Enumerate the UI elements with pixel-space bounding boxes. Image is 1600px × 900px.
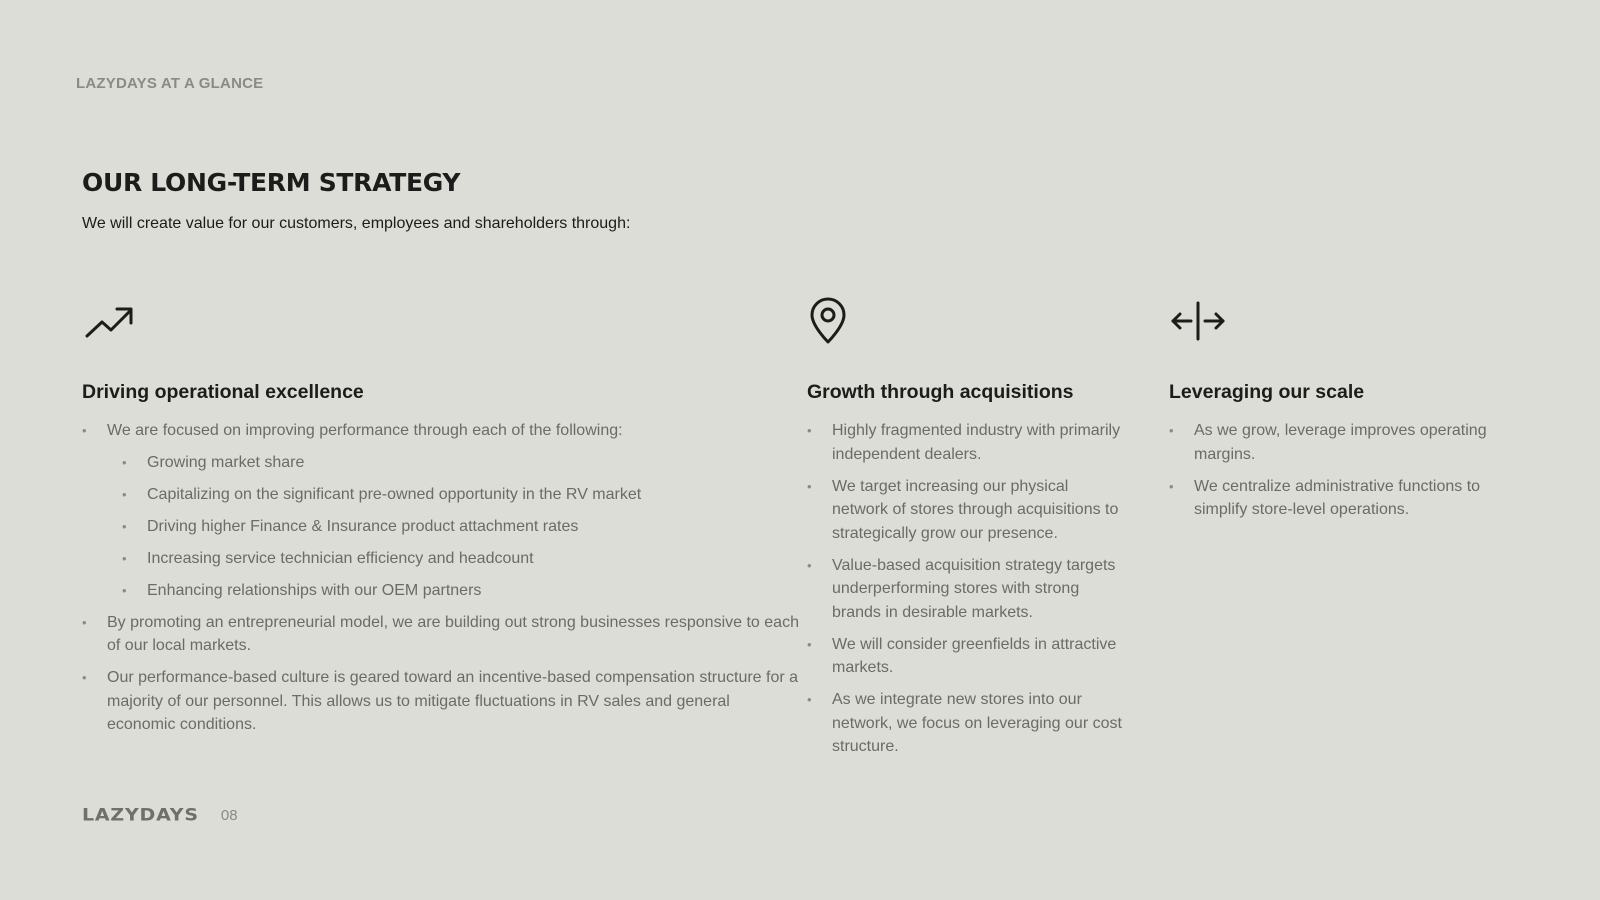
- list-item: • By promoting an entrepreneurial model, we are building out strong businesses responsive to each of our local markets.: [82, 611, 802, 658]
- trending-up-icon: [82, 295, 136, 347]
- sub-list-item: • Growing market share: [122, 451, 802, 475]
- page-subtitle: We will create value for our customers, employees and shareholders through:: [82, 215, 631, 232]
- list-item: • Our performance-based culture is geared toward an incentive-based compensation structure for a majority of our personnel. This allows us to mitigate fluctuations in RV sales and general economic conditions.: [82, 666, 802, 737]
- sub-list-item: • Increasing service technician efficiency and headcount: [122, 547, 802, 571]
- sub-list-item: • Enhancing relationships with our OEM partners: [122, 579, 802, 603]
- list-item: • Highly fragmented industry with primarily independent dealers.: [807, 419, 1127, 466]
- lazydays-logo: LAZYDAYS: [82, 805, 199, 825]
- column-heading: Growth through acquisitions: [807, 381, 1074, 403]
- list-item: • Value-based acquisition strategy targets underperforming stores with strong brands in desirable markets.: [807, 554, 1127, 625]
- list-item: [82, 419, 802, 602]
- section-label: LAZYDAYS AT A GLANCE: [76, 75, 264, 92]
- list-item: • We will consider greenfields in attractive markets.: [807, 633, 1127, 680]
- list-item: • As we grow, leverage improves operating margins.: [1169, 419, 1499, 466]
- strategy-column-scale: [1169, 295, 1499, 518]
- bullet-list: [1169, 419, 1499, 530]
- list-item-text: We are focused on improving performance through each of the following:: [107, 422, 623, 439]
- sub-list-item: • Driving higher Finance & Insurance product attachment rates: [122, 515, 802, 539]
- expand-horizontal-icon: [1169, 295, 1227, 347]
- column-heading: Driving operational excellence: [82, 381, 364, 403]
- list-item: • We target increasing our physical network of stores through acquisitions to strategically grow our presence.: [807, 475, 1127, 546]
- bullet-list: [807, 419, 1127, 767]
- page-number: 08: [220, 806, 238, 824]
- footer: [82, 804, 238, 826]
- column-heading: Leveraging our scale: [1169, 381, 1365, 403]
- page-title: OUR LONG-TERM STRATEGY: [82, 168, 461, 197]
- bullet-list: [82, 419, 802, 745]
- list-item: • As we integrate new stores into our network, we focus on leveraging our cost structure.: [807, 688, 1127, 759]
- sub-bullet-list: [122, 451, 802, 603]
- location-pin-icon: [807, 295, 849, 347]
- strategy-column-operational-excellence: [82, 295, 802, 733]
- sub-list-item: • Capitalizing on the significant pre-owned opportunity in the RV market: [122, 483, 802, 507]
- list-item: • We centralize administrative functions to simplify store-level operations.: [1169, 475, 1499, 522]
- strategy-column-acquisitions: [807, 295, 1127, 755]
